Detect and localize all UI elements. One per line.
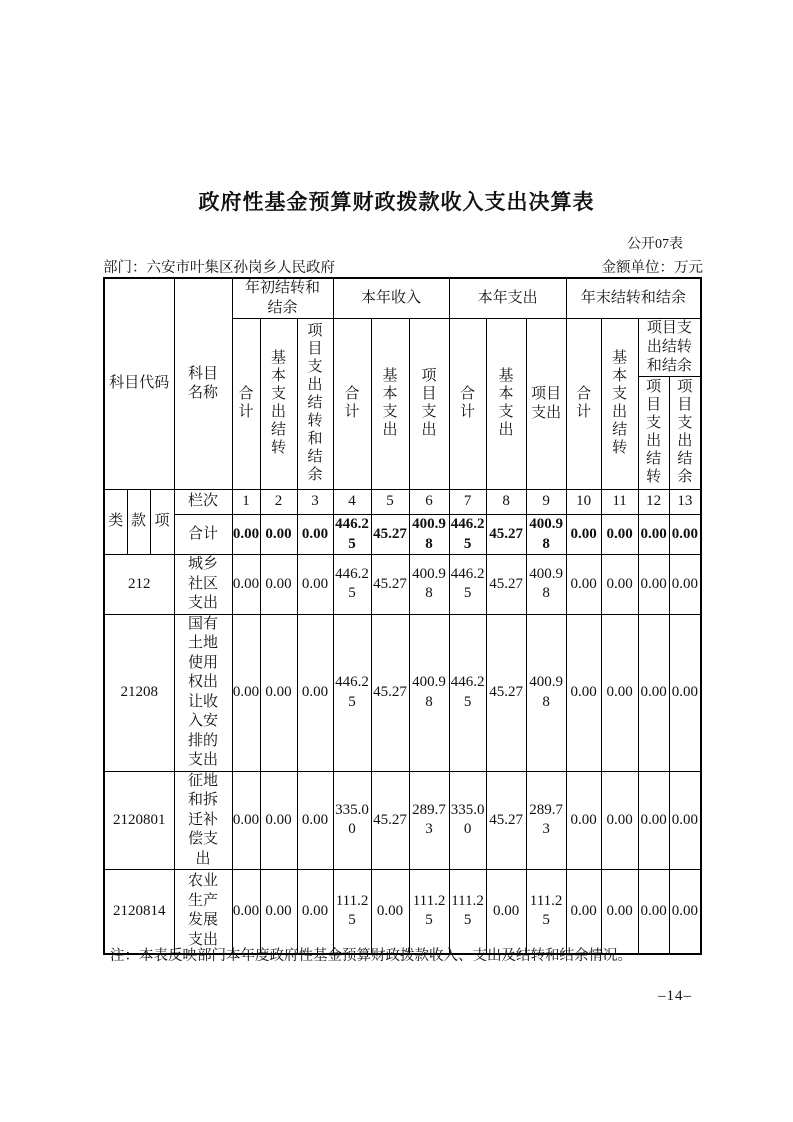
value-cell: 45.27 [371, 614, 409, 771]
lanci-3: 3 [297, 490, 333, 515]
subject-name-cell: 农业生产发展支出 [174, 870, 232, 954]
value-cell: 0.00 [232, 870, 260, 954]
value-cell: 111.25 [333, 870, 371, 954]
value-cell: 0.00 [297, 614, 333, 771]
lanci-5: 5 [371, 490, 409, 515]
value-cell: 335.00 [449, 771, 486, 870]
value-cell: 0.00 [669, 555, 701, 615]
value-cell: 0.00 [669, 771, 701, 870]
value-cell: 289.73 [526, 771, 566, 870]
lanci-2: 2 [260, 490, 297, 515]
value-cell: 0.00 [638, 515, 669, 555]
col-header-ey-project-carryover: 项目支出结转 [638, 377, 669, 490]
lanci-label: 栏次 [174, 490, 232, 515]
row-label: 合计 [174, 515, 232, 555]
col-header-ey-basic-carryover: 基本支出结转 [601, 319, 638, 490]
value-cell: 400.98 [526, 614, 566, 771]
value-cell: 0.00 [232, 614, 260, 771]
lanci-8: 8 [486, 490, 526, 515]
unit-label: 金额单位：万元 [601, 260, 703, 276]
page-number: –14– [658, 988, 692, 1004]
col-header-by-project-carryover: 项目支出结转和结余 [297, 319, 333, 490]
value-cell: 0.00 [638, 555, 669, 615]
table-row-21208 [104, 614, 701, 771]
value-cell: 400.98 [409, 515, 449, 555]
value-cell: 0.00 [601, 870, 638, 954]
value-cell: 0.00 [601, 614, 638, 771]
value-cell: 0.00 [566, 614, 601, 771]
value-cell: 400.98 [526, 555, 566, 615]
value-cell: 0.00 [232, 771, 260, 870]
lanci-13: 13 [669, 490, 701, 515]
value-cell: 0.00 [638, 870, 669, 954]
value-cell: 446.25 [333, 614, 371, 771]
value-cell: 335.00 [333, 771, 371, 870]
value-cell: 0.00 [669, 515, 701, 555]
col-header-out-project: 项目支出 [526, 319, 566, 490]
col-header-out-basic: 基本支出 [486, 319, 526, 490]
value-cell: 0.00 [260, 515, 297, 555]
code-part-section: 款 [127, 490, 150, 555]
lanci-11: 11 [601, 490, 638, 515]
value-cell: 289.73 [409, 771, 449, 870]
value-cell: 0.00 [601, 771, 638, 870]
col-header-subject-code: 科目代码 [104, 278, 174, 490]
value-cell: 0.00 [297, 515, 333, 555]
page-title: 政府性基金预算财政拨款收入支出决算表 [198, 190, 595, 214]
footnote: 注：本表反映部门本年度政府性基金预算财政拨款收入、支出及结转和结余情况。 [110, 948, 632, 964]
value-cell: 0.00 [260, 555, 297, 615]
value-cell: 0.00 [566, 555, 601, 615]
group-header-begin-year: 年初结转和结余 [232, 278, 333, 319]
subject-code-cell: 212 [104, 555, 174, 615]
value-cell: 400.98 [409, 555, 449, 615]
value-cell: 0.00 [601, 515, 638, 555]
value-cell: 45.27 [371, 771, 409, 870]
value-cell: 0.00 [297, 771, 333, 870]
value-cell: 45.27 [486, 515, 526, 555]
column-index-row [104, 490, 701, 515]
subject-name-cell: 城乡社区支出 [174, 555, 232, 615]
department-label: 部门：六安市叶集区孙岗乡人民政府 [103, 260, 335, 276]
table-row-2120814 [104, 870, 701, 954]
value-cell: 0.00 [260, 870, 297, 954]
value-cell: 0.00 [260, 614, 297, 771]
value-cell: 111.25 [449, 870, 486, 954]
code-part-item: 项 [150, 490, 174, 555]
meta-row [103, 256, 703, 277]
value-cell: 0.00 [297, 870, 333, 954]
subject-code-cell: 2120814 [104, 870, 174, 954]
subgroup-header-ey-project: 项目支出结转和结余 [638, 319, 701, 377]
col-header-in-total: 合计 [333, 319, 371, 490]
subject-name-cell: 国有土地使用权出让收入安排的支出 [174, 614, 232, 771]
value-cell: 0.00 [638, 771, 669, 870]
value-cell: 446.25 [333, 555, 371, 615]
col-header-in-basic: 基本支出 [371, 319, 409, 490]
subject-name-cell: 征地和拆迁补偿支出 [174, 771, 232, 870]
table-row-2120801 [104, 771, 701, 870]
subject-code-cell: 21208 [104, 614, 174, 771]
value-cell: 45.27 [486, 555, 526, 615]
header-row-groups [104, 278, 701, 319]
value-cell: 446.25 [449, 515, 486, 555]
value-cell: 446.25 [449, 555, 486, 615]
value-cell: 0.00 [669, 614, 701, 771]
lanci-1: 1 [232, 490, 260, 515]
value-cell: 45.27 [486, 614, 526, 771]
lanci-10: 10 [566, 490, 601, 515]
subject-code-cell: 2120801 [104, 771, 174, 870]
col-header-ey-total: 合计 [566, 319, 601, 490]
value-cell: 400.98 [409, 614, 449, 771]
lanci-6: 6 [409, 490, 449, 515]
value-cell: 446.25 [333, 515, 371, 555]
subject-name-text: 科目名称 [188, 365, 219, 401]
value-cell: 0.00 [232, 555, 260, 615]
lanci-9: 9 [526, 490, 566, 515]
col-header-by-total: 合计 [232, 319, 260, 490]
value-cell: 0.00 [566, 515, 601, 555]
value-cell: 45.27 [371, 555, 409, 615]
group-header-year-expense: 本年支出 [449, 278, 566, 319]
fiscal-table [103, 277, 702, 955]
col-header-subject-name [174, 278, 232, 490]
lanci-12: 12 [638, 490, 669, 515]
value-cell: 400.98 [526, 515, 566, 555]
col-header-by-basic-carryover: 基本支出结转 [260, 319, 297, 490]
value-cell: 111.25 [526, 870, 566, 954]
group-header-year-income: 本年收入 [333, 278, 449, 319]
col-header-ey-project-balance: 项目支出结余 [669, 377, 701, 490]
value-cell: 0.00 [601, 555, 638, 615]
value-cell: 0.00 [486, 870, 526, 954]
value-cell: 0.00 [566, 870, 601, 954]
table-row-212 [104, 555, 701, 615]
value-cell: 0.00 [297, 555, 333, 615]
lanci-4: 4 [333, 490, 371, 515]
value-cell: 0.00 [260, 771, 297, 870]
value-cell: 0.00 [669, 870, 701, 954]
table-label: 公开07表 [627, 237, 683, 252]
value-cell: 446.25 [449, 614, 486, 771]
col-header-in-project: 项目支出 [409, 319, 449, 490]
table-row-total [104, 515, 701, 555]
value-cell: 45.27 [371, 515, 409, 555]
value-cell: 0.00 [371, 870, 409, 954]
group-header-end-year: 年末结转和结余 [566, 278, 701, 319]
value-cell: 0.00 [638, 614, 669, 771]
lanci-7: 7 [449, 490, 486, 515]
value-cell: 0.00 [566, 771, 601, 870]
value-cell: 45.27 [486, 771, 526, 870]
value-cell: 0.00 [232, 515, 260, 555]
col-header-out-total: 合计 [449, 319, 486, 490]
value-cell: 111.25 [409, 870, 449, 954]
code-part-class: 类 [104, 490, 127, 555]
